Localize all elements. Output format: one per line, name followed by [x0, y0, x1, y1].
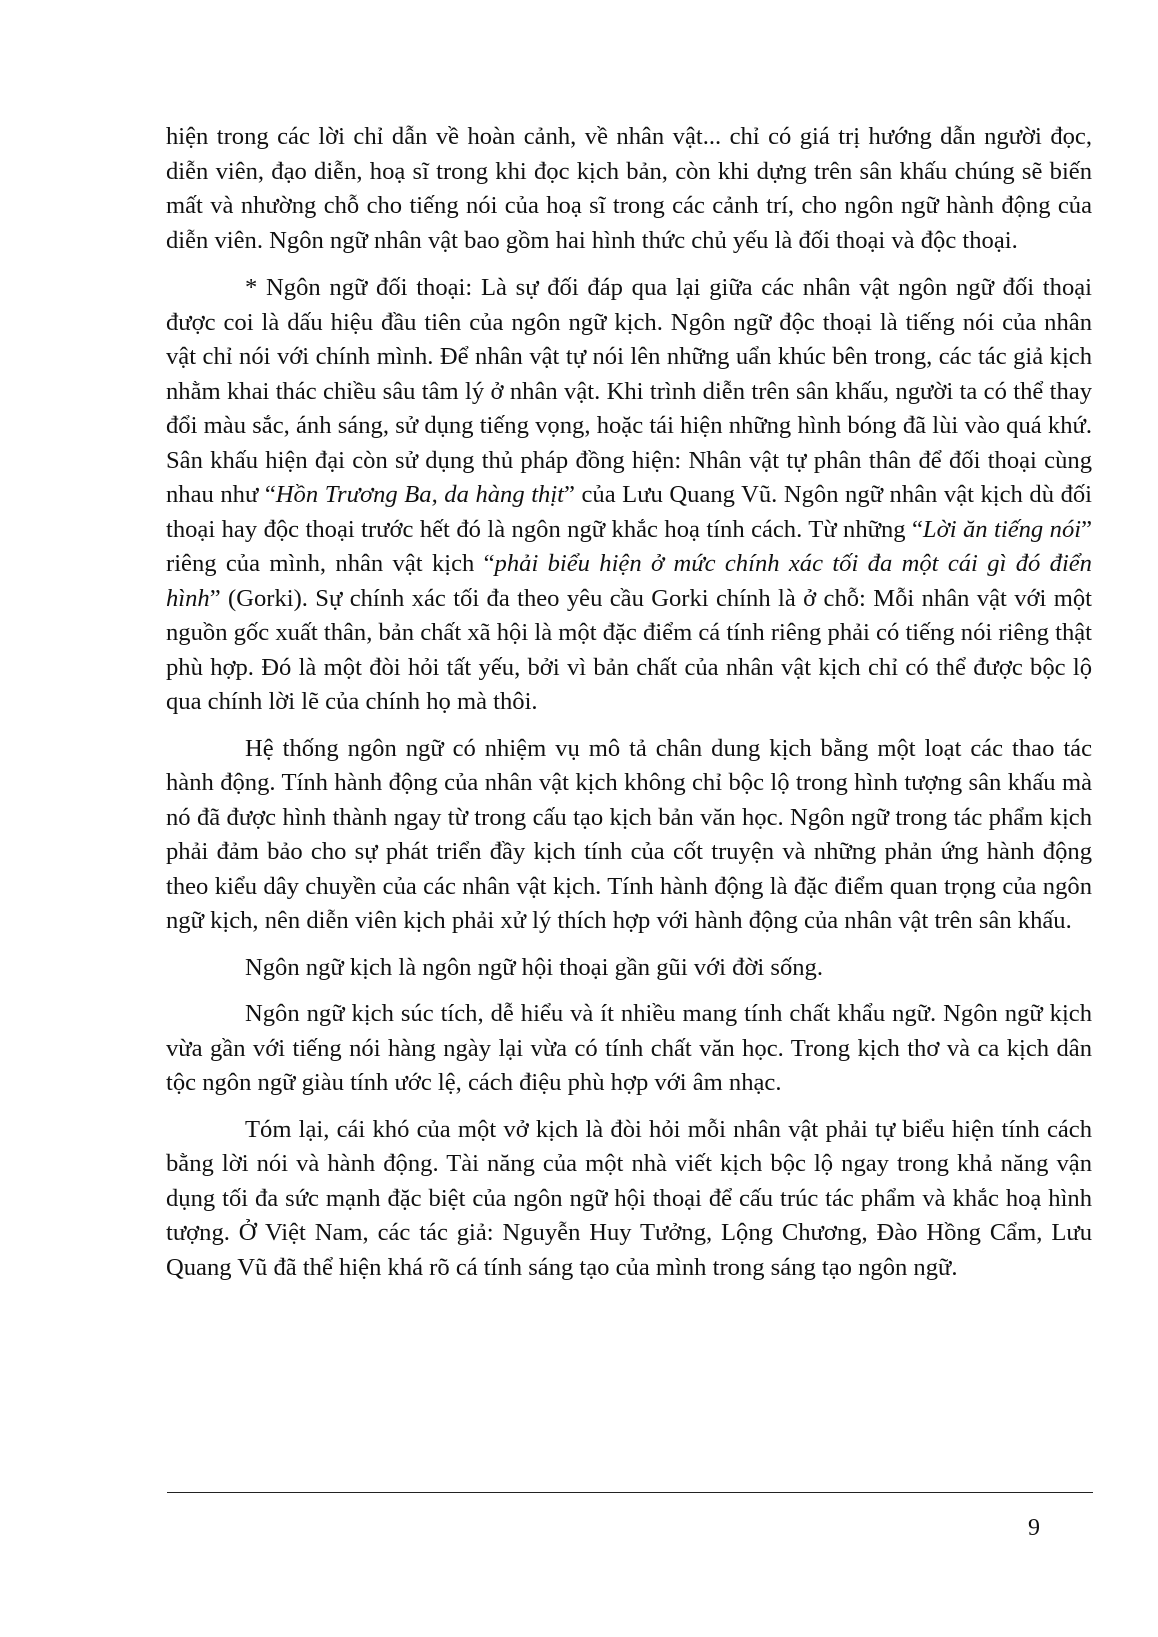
body-text — [166, 120, 1092, 1297]
paragraph-action-language: Hệ thống ngôn ngữ có nhiệm vụ mô tả chân dung kịch bằng một loạt các thao tác hành động. Tính hành động của nhân vật kịch không chỉ bộc lộ trong hình tượng sân khấu mà nó đã được hình thành ngay từ trong cấu tạo kịch bản văn học. Ngôn ngữ trong tác phẩm kịch phải đảm bảo cho sự phát triển đầy kịch tính của cốt truyện và những phản ứng hành động theo kiểu dây chuyền của các nhân vật kịch. Tính hành động là đặc điểm quan trọng của ngôn ngữ kịch, nên diễn viên kịch phải xử lý thích hợp với hành động của nhân vật trên sân khấu. — [166, 734, 1092, 934]
text-run: * Ngôn ngữ đối thoại: Là sự đối đáp qua lại giữa các nhân vật ngôn ngữ đối thoại được coi là dấu hiệu đầu tiên của ngôn ngữ kịch. Ngôn ngữ độc thoại là tiếng nói của nhân vật chỉ nói với chính mình. Để nhân vật tự nói lên những uẩn khúc bên trong, các tác giả kịch nhằm khai thác chiều sâu tâm lý ở nhân vật. Khi trình diễn trên sân khấu, người ta có thể thay đổi màu sắc, ánh sáng, sử dụng tiếng vọng, hoặc tái hiện những hình bóng đã lùi vào quá khứ. Sân khấu hiện đại còn sử dụng thủ pháp đồng hiện: Nhân vật tự phân thân để đối thoại cùng nhau như “ — [166, 274, 1092, 508]
paragraph-conversational: Ngôn ngữ kịch là ngôn ngữ hội thoại gần gũi với đời sống. — [245, 953, 823, 981]
italic-quote-gorki: phải biểu hiện ở mức chính xác tối đa một cái gì đó điển hình — [166, 550, 1092, 612]
footer-divider — [167, 1492, 1093, 1493]
italic-title-hon-truong-ba: Hồn Trương Ba, da hàng thịt — [275, 481, 565, 508]
paragraph-dialogue-language — [166, 271, 1092, 720]
paragraph-conclusion: Tóm lại, cái khó của một vở kịch là đòi hỏi mỗi nhân vật phải tự biểu hiện tính cách bằng lời nói và hành động. Tài năng của một nhà viết kịch bộc lộ ngay trong khả năng vận dụng tối đa sức mạnh đặc biệt của ngôn ngữ hội thoại để cấu trúc tác phẩm và khắc hoạ hình tượng. Ở Việt Nam, các tác giả: Nguyễn Huy Tưởng, Lộng Chương, Đào Hồng Cẩm, Lưu Quang Vũ đã thể hiện khá rõ cá tính sáng tạo của mình trong sáng tạo ngôn ngữ. — [166, 1115, 1092, 1281]
italic-quote-loi-an-tieng-noi: Lời ăn tiếng nói — [922, 515, 1082, 543]
text-run: ” của Lưu Quang Vũ. Ngôn ngữ nhân vật kịch dù đối thoại hay độc thoại trước hết đó là ngôn ngữ khắc hoạ tính cách. Từ những “ — [166, 481, 1092, 543]
text-run: ” riêng của mình, nhân vật kịch “ — [166, 515, 1092, 577]
paragraph-continuation: hiện trong các lời chỉ dẫn về hoàn cảnh, về nhân vật... chỉ có giá trị hướng dẫn người đọc, diễn viên, đạo diễn, hoạ sĩ trong khi đọc kịch bản, còn khi dựng trên sân khấu chúng sẽ biến mất và nhường chỗ cho tiếng nói của hoạ sĩ trong các cảnh trí, cho ngôn ngữ hành động của diễn viên. Ngôn ngữ nhân vật bao gồm hai hình thức chủ yếu là đối thoại và độc thoại. — [166, 123, 1092, 254]
page-number: 9 — [1028, 1515, 1040, 1541]
text-run: ” (Gorki). Sự chính xác tối đa theo yêu cầu Gorki chính là ở chỗ: Mỗi nhân vật với một nguồn gốc xuất thân, bản chất xã hội là một đặc điểm cá tính riêng phải có tiếng nói riêng thật phù hợp. Đó là một đòi hỏi tất yếu, bởi vì bản chất của nhân vật kịch chỉ có thể được bộc lộ qua chính lời lẽ của chính họ mà thôi. — [166, 584, 1092, 715]
paragraph-concise: Ngôn ngữ kịch súc tích, dễ hiểu và ít nhiều mang tính chất khẩu ngữ. Ngôn ngữ kịch vừa gần với tiếng nói hàng ngày lại vừa có tính chất văn học. Trong kịch thơ và ca kịch dân tộc ngôn ngữ giàu tính ước lệ, cách điệu phù hợp với âm nhạc. — [166, 1000, 1092, 1096]
